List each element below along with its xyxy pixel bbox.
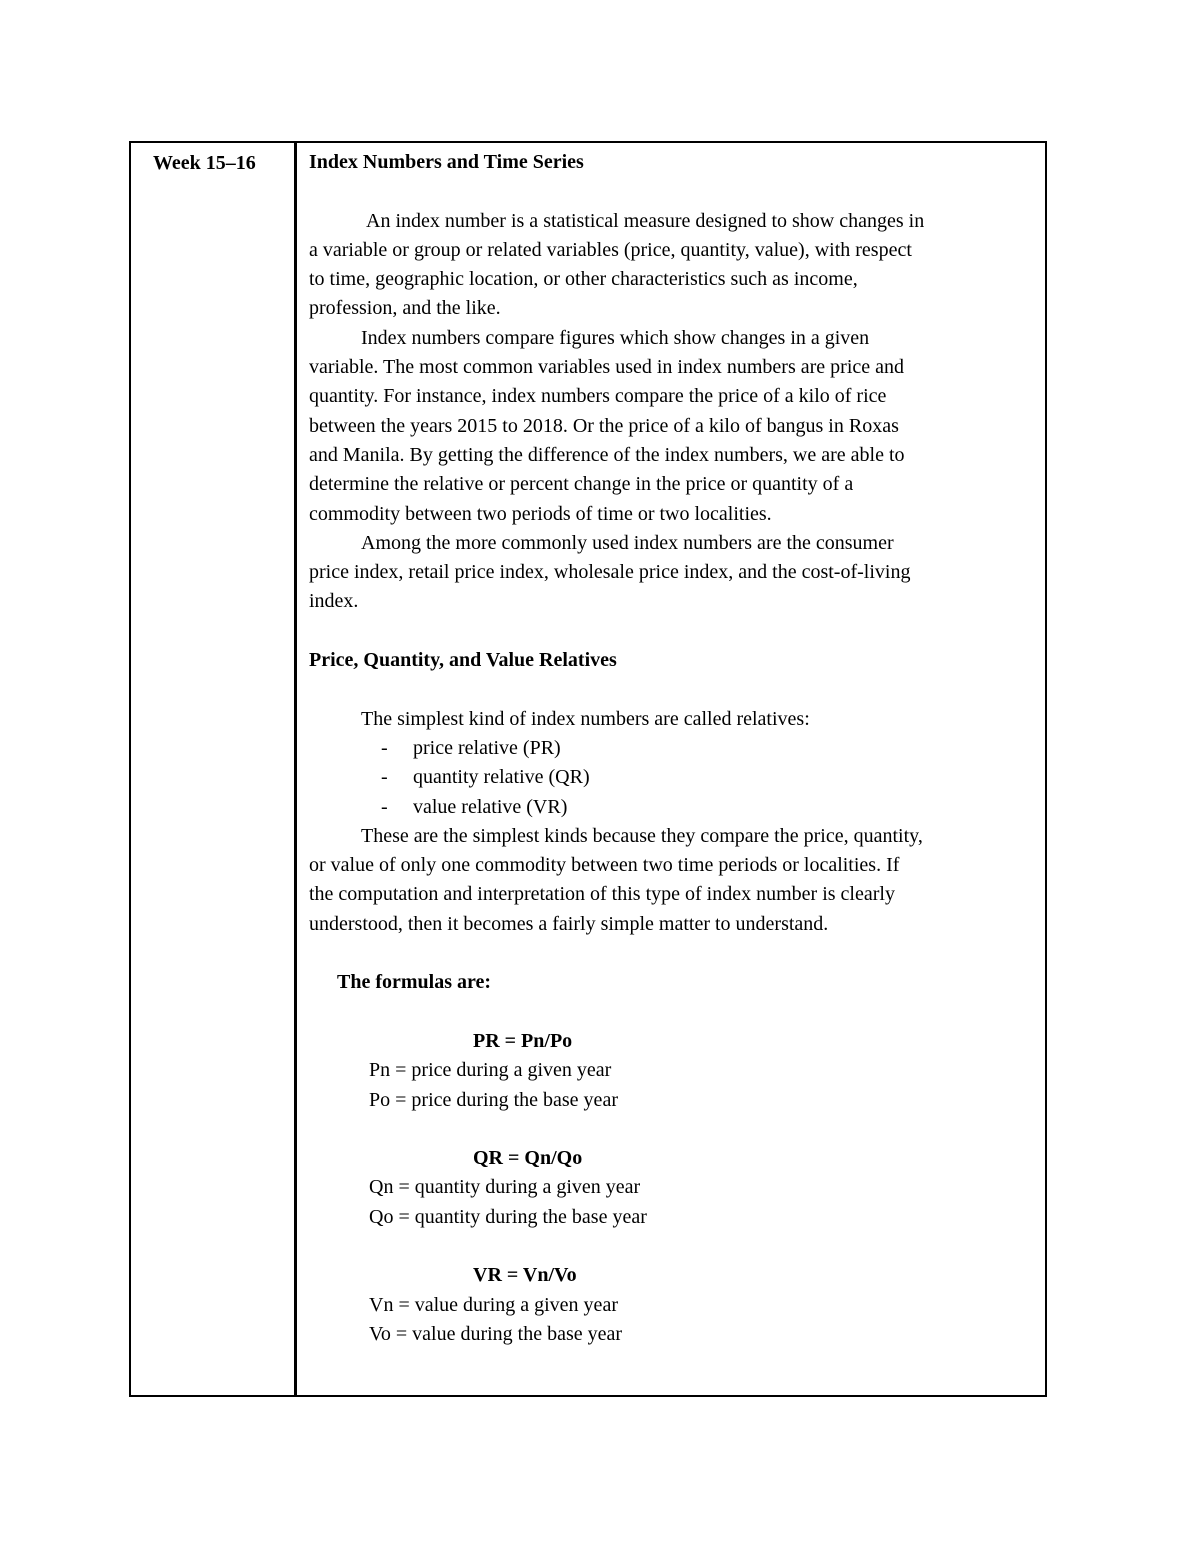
formula-block-pr — [309, 1027, 1045, 1115]
formula-block-qr — [309, 1144, 1045, 1232]
paragraph-line: the computation and interpretation of this type of index number is clearly — [309, 883, 895, 906]
paragraph-line: quantity. For instance, index numbers compare the price of a kilo of rice — [309, 385, 887, 408]
relatives-intro: The simplest kind of index numbers are called relatives: — [361, 707, 810, 730]
paragraph-line: a variable or group or related variables (price, quantity, value), with respect — [309, 238, 912, 261]
list-dash: - — [381, 795, 388, 818]
paragraph-line: and Manila. By getting the difference of the index numbers, we are able to — [309, 443, 905, 466]
index-numbers-paragraph — [309, 324, 1045, 529]
paragraph-line: determine the relative or percent change in the price or quantity of a — [309, 473, 854, 496]
list-item-text: price relative (PR) — [413, 736, 561, 759]
list-item — [309, 734, 1045, 763]
formula-definition: Pn = price during a given year — [369, 1059, 612, 1082]
list-item — [309, 763, 1045, 792]
paragraph-line: price index, retail price index, wholesale price index, and the cost-of-living — [309, 561, 911, 584]
formula: QR = Qn/Qo — [473, 1147, 583, 1170]
formula-definition: Vn = value during a given year — [369, 1293, 618, 1316]
list-dash: - — [381, 736, 388, 759]
formula-definition: Vo = value during the base year — [369, 1322, 623, 1345]
list-dash: - — [381, 766, 388, 789]
paragraph-line: variable. The most common variables used in index numbers are price and — [309, 356, 904, 379]
formula: PR = Pn/Po — [473, 1029, 573, 1052]
paragraph-line: to time, geographic location, or other characteristics such as income, — [309, 268, 858, 291]
paragraph-line: Index numbers compare figures which show changes in a given — [361, 326, 870, 349]
formula-definition: Po = price during the base year — [369, 1088, 618, 1111]
paragraph-line: between the years 2015 to 2018. Or the price of a kilo of bangus in Roxas — [309, 414, 899, 437]
list-item-text: quantity relative (QR) — [413, 766, 590, 789]
paragraph-line: index. — [309, 590, 359, 613]
content-cell — [297, 143, 1045, 1395]
intro-paragraph — [309, 207, 1045, 324]
paragraph-line: An index number is a statistical measure designed to show changes in — [366, 209, 925, 232]
paragraph-line: These are the simplest kinds because they compare the price, quantity, — [361, 824, 923, 847]
formula-definition: Qo = quantity during the base year — [369, 1205, 647, 1228]
week-cell — [131, 143, 297, 1395]
week-label: Week 15–16 — [153, 152, 256, 174]
section-heading: Price, Quantity, and Value Relatives — [309, 649, 617, 672]
paragraph-line: Among the more commonly used index numbers are the consumer — [361, 531, 894, 554]
formula: VR = Vn/Vo — [473, 1264, 577, 1287]
paragraph-line: commodity between two periods of time or two localities. — [309, 502, 772, 525]
formulas-heading: The formulas are: — [337, 971, 492, 994]
simplest-kinds-paragraph — [309, 822, 1045, 939]
paragraph-line: profession, and the like. — [309, 297, 501, 320]
list-item — [309, 793, 1045, 822]
lesson-title: Index Numbers and Time Series — [309, 151, 584, 173]
paragraph-line: understood, then it becomes a fairly simple matter to understand. — [309, 912, 829, 935]
lesson-table — [129, 141, 1047, 1397]
common-indexes-paragraph — [309, 529, 1045, 617]
relatives-list — [309, 734, 1045, 822]
formula-block-vr — [309, 1261, 1045, 1349]
formula-definition: Qn = quantity during a given year — [369, 1176, 641, 1199]
list-item-text: value relative (VR) — [413, 795, 568, 818]
paragraph-line: or value of only one commodity between two time periods or localities. If — [309, 854, 900, 877]
